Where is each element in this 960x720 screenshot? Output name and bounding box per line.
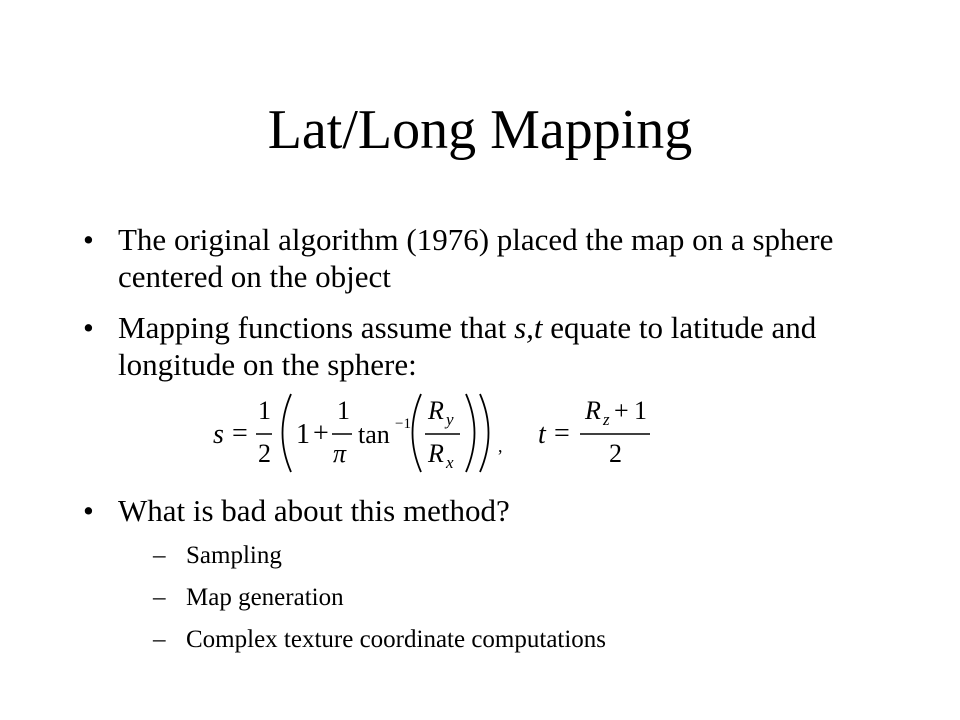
formula-t: t: [538, 419, 546, 450]
formula-s: s: [213, 419, 224, 450]
formula-inner-left-paren: [413, 394, 422, 472]
formula-rz-r: R: [585, 396, 601, 425]
bullet-text: The original algorithm (1976) placed the map on a sphere centered on the object: [118, 222, 834, 294]
sub-bullet-marker: –: [153, 626, 166, 653]
formula-tan: tan: [358, 420, 390, 449]
formula-rx-sub: x: [446, 453, 454, 472]
bullet-marker: •: [83, 310, 94, 345]
bullet-text-italic: s,t: [514, 310, 543, 345]
bullet-marker: •: [83, 493, 94, 528]
formula-rx-r: R: [428, 439, 444, 468]
bullet-text: What is bad about this method?: [118, 493, 510, 528]
sub-bullet-text: Sampling: [186, 542, 282, 569]
formula-rz-sub: z: [603, 410, 610, 429]
bullet-item-1: [83, 221, 863, 295]
bullet-text-end: equate to latitude and longitude on the sphere:: [118, 310, 817, 382]
formula-inner-right-paren: [466, 394, 475, 472]
sub-bullet-text: Map generation: [186, 584, 344, 611]
formula-pi: π: [333, 439, 347, 468]
formula-plus: +: [313, 418, 329, 449]
sub-bullet-item-1: [153, 541, 853, 571]
formula-one-2: 1: [634, 396, 647, 425]
bullet-text-start: Mapping functions assume that: [118, 310, 515, 345]
sub-bullet-item-3: [153, 625, 853, 655]
formula-right-paren: [480, 394, 489, 472]
formula-half-den: 2: [258, 439, 271, 468]
formula-left-paren: [283, 394, 292, 472]
sub-bullet-marker: –: [153, 542, 166, 569]
formula-comma: ,: [498, 436, 503, 456]
formula-one: 1: [296, 419, 310, 450]
bullet-text: [118, 309, 863, 383]
mapping-formula: [200, 388, 670, 478]
formula-ry-r: R: [428, 396, 444, 425]
formula-ry-sub: y: [446, 410, 454, 429]
bullet-item-3: [83, 492, 863, 529]
bullet-marker: •: [83, 222, 94, 257]
formula-plus-2: +: [614, 396, 629, 425]
slide-title: Lat/Long Mapping: [267, 99, 693, 161]
sub-bullet-text: Complex texture coordinate computations: [186, 626, 607, 653]
formula-equals-2: =: [554, 418, 570, 449]
sub-bullet-item-2: [153, 583, 853, 613]
sub-bullet-marker: –: [153, 584, 166, 611]
formula-half-num: 1: [258, 396, 271, 425]
formula-inv-pi-num: 1: [337, 396, 350, 425]
formula-equals: =: [232, 418, 248, 449]
formula-t-den: 2: [609, 439, 622, 468]
bullet-item-2: [83, 309, 863, 383]
formula-tan-inverse: −1: [395, 416, 411, 432]
